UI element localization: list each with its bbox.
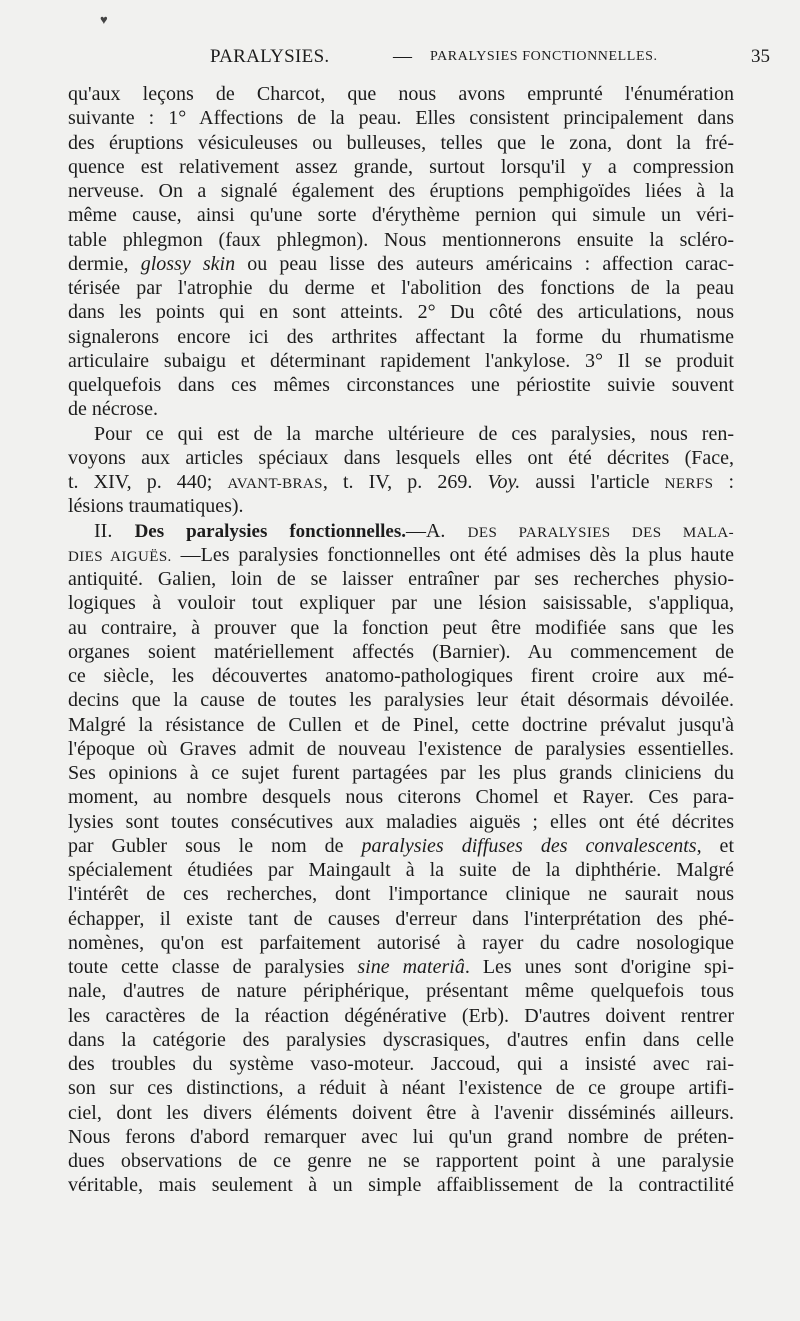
text-run: —Les paralysies fonctionnelles ont été admises dès la plus haute — [171, 543, 734, 566]
text-line — [68, 1125, 734, 1149]
text-line — [68, 519, 734, 543]
text-run: Pour ce qui est de la marche ultérieure de ces paralysies, nous ren- — [94, 422, 734, 445]
text-line — [68, 907, 734, 931]
text-run: . Les unes sont d'origine spi- — [464, 956, 734, 978]
text-line — [68, 737, 734, 761]
text-run: lysies sont toutes consécutives aux maladies aiguës ; elles ont été décrites — [68, 810, 734, 833]
italic-run: sine materiâ — [357, 956, 465, 978]
text-run: quence est relativement assez grande, surtout lorsqu'il y a compression — [68, 155, 734, 178]
text-line — [68, 785, 734, 809]
text-run: dans la catégorie des paralysies dyscrasiques, d'autres enfin dans celle — [68, 1028, 734, 1051]
text-line — [68, 858, 734, 882]
text-run: nerveuse. On a signalé également des éruptions pemphigoïdes liées à la — [68, 180, 734, 202]
section-heading: Des paralysies fonctionnelles. — [134, 520, 406, 542]
text-run: l'époque où Graves admit de nouveau l'existence de paralysies essentielles. — [68, 737, 734, 760]
text-line — [68, 494, 734, 518]
text-run: lésions traumatiques). — [68, 495, 244, 518]
text-line — [68, 834, 734, 858]
text-line — [68, 688, 734, 712]
header-subtitle: PARALYSIES FONCTIONNELLES. — [430, 49, 658, 64]
text-line — [68, 179, 734, 203]
text-run: aussi l'article — [520, 471, 665, 493]
text-run: Malgré la résistance de Cullen et de Pinel, cette doctrine prévalut jusqu'à — [68, 713, 734, 736]
text-line — [68, 1028, 734, 1052]
text-run: dermie, — [68, 252, 141, 275]
text-run: l'intérêt de ces recherches, dont l'importance clinique ne saurait nous — [68, 883, 734, 906]
text-run: , t. IV, p. 269. — [322, 471, 488, 493]
text-run: son sur ces distinctions, a réduit à néant l'existence de ce groupe artifi- — [68, 1077, 734, 1100]
text-run: voyons aux articles spéciaux dans lesquels elles ont été décrites (Face, — [68, 446, 734, 469]
text-line — [68, 664, 734, 688]
text-run: au contraire, à prouver que la fonction peut être modifiée sans que les — [68, 616, 734, 639]
text-line — [68, 955, 734, 979]
text-run: Nous ferons d'abord remarquer avec lui qu'un grand nombre de préten- — [68, 1125, 734, 1148]
text-line — [68, 300, 734, 324]
text-run: Ses opinions à ce sujet furent partagées par les plus grands cliniciens du — [68, 762, 734, 784]
text-line — [68, 131, 734, 155]
text-line — [68, 228, 734, 252]
text-run: antiquité. Galien, loin de se laisser entraîner par ses recherches physio- — [68, 568, 734, 590]
text-line — [68, 422, 734, 446]
text-line — [68, 82, 734, 106]
text-run: échapper, il existe tant de causes d'erreur dans l'interprétation des phé- — [68, 907, 734, 930]
text-run: même cause, ainsi qu'une sorte d'érythème pernion qui simule un véri- — [68, 204, 734, 227]
text-run: quelquefois dans ces mêmes circonstances une périostite suivie souvent — [68, 374, 734, 396]
text-run: spécialement étudiées par Maingault à la suite de la diphthérie. Malgré — [68, 859, 734, 881]
text-run: ce siècle, les découvertes anatomo-pathologiques firent croire aux mé- — [68, 665, 734, 687]
text-run: II. — [94, 519, 135, 542]
text-run: dans les points qui en sont atteints. 2° Du côté des articulations, nous — [68, 301, 734, 324]
text-run: les caractères de la réaction dégénérative (Erb). D'autres doivent rentrer — [68, 1004, 734, 1027]
header-dash: — — [393, 46, 412, 67]
italic-run: Voy. — [487, 471, 521, 493]
text-run: articulaire subaigu et déterminant rapidement l'ankylose. 3° Il se produit — [68, 349, 734, 372]
running-header — [68, 44, 770, 70]
italic-run: paralysies diffuses des convalescents — [361, 834, 697, 857]
small-caps-run: NERFS — [664, 476, 714, 492]
text-line — [68, 567, 734, 591]
text-run: , et — [696, 834, 734, 857]
text-run: toute cette classe de paralysies — [68, 956, 358, 978]
text-run: organes soient matériellement affectés (Barnier). Au commencement de — [68, 640, 734, 663]
header-title: PARALYSIES. — [210, 46, 330, 67]
text-run: dues observations de ce genre ne se rapportent point à une paralysie — [68, 1150, 734, 1172]
text-line — [68, 1101, 734, 1125]
text-line — [68, 1004, 734, 1028]
text-line — [68, 591, 734, 615]
text-run: : — [713, 471, 734, 493]
text-run: ciel, dont les divers éléments doivent être à l'avenir disséminés ailleurs. — [68, 1101, 734, 1124]
text-line — [68, 1149, 734, 1173]
small-caps-run: AVANT-BRAS — [227, 476, 323, 492]
ornament-mark: ♥ — [100, 12, 108, 27]
text-run: —A. — [405, 519, 468, 542]
text-line — [68, 470, 734, 494]
text-line — [68, 1052, 734, 1076]
text-run: logiques à vouloir tout expliquer par une lésion saisissable, s'appliqua, — [68, 592, 734, 615]
text-run: t. XIV, p. 440; — [68, 471, 228, 493]
text-line — [68, 543, 734, 567]
text-line — [68, 931, 734, 955]
text-run: signalerons encore ici des arthrites affectant la forme du rhumatisme — [68, 325, 734, 348]
text-line — [68, 203, 734, 227]
text-run: qu'aux leçons de Charcot, que nous avons emprunté l'énumération — [68, 83, 734, 105]
page-number: 35 — [751, 46, 770, 67]
text-line — [68, 349, 734, 373]
small-caps-run: DES PARALYSIES DES MALA- — [467, 524, 734, 541]
text-run: par Gubler sous le nom de — [68, 834, 362, 857]
text-line — [68, 713, 734, 737]
text-line — [68, 252, 734, 276]
text-line — [68, 640, 734, 664]
text-line — [68, 1076, 734, 1100]
text-run: des troubles du système vaso-moteur. Jaccoud, qui a insisté avec rai- — [68, 1053, 734, 1075]
text-run: ou peau lisse des auteurs américains : affection carac- — [235, 252, 735, 275]
text-line — [68, 882, 734, 906]
text-run: nomènes, qu'on est parfaitement autorisé à rayer du cadre nosologique — [68, 931, 734, 954]
text-run: decins que la cause de toutes les paralysies leur était désormais dévoilée. — [68, 689, 734, 712]
text-line — [68, 106, 734, 130]
text-line — [68, 1173, 734, 1197]
text-line — [68, 616, 734, 640]
text-run: suivante : 1° Affections de la peau. Elles consistent principalement dans — [68, 107, 734, 130]
text-run: table phlegmon (faux phlegmon). Nous mentionnerons ensuite la scléro- — [68, 228, 734, 251]
text-line — [68, 373, 734, 397]
text-run: moment, au nombre desquels nous citerons Chomel et Rayer. Ces para- — [68, 786, 734, 809]
text-run: des éruptions vésiculeuses ou bulleuses, telles que le zona, dont la fré- — [68, 131, 734, 154]
text-line — [68, 810, 734, 834]
text-run: térisée par l'atrophie du derme et l'abolition des fonctions de la peau — [68, 277, 734, 299]
text-line — [68, 155, 734, 179]
text-line — [68, 397, 734, 421]
small-caps-run: DIES AIGUËS. — [68, 548, 172, 565]
text-line — [68, 761, 734, 785]
text-line — [68, 979, 734, 1003]
text-run: de nécrose. — [68, 398, 158, 421]
text-run: nale, d'autres de nature périphérique, présentant même quelquefois tous — [68, 980, 734, 1003]
body-text — [68, 82, 734, 1198]
text-line — [68, 276, 734, 300]
italic-run: glossy skin — [140, 252, 236, 275]
text-line — [68, 325, 734, 349]
text-line — [68, 446, 734, 470]
text-run: véritable, mais seulement à un simple affaiblissement de la contractilité — [68, 1174, 734, 1197]
